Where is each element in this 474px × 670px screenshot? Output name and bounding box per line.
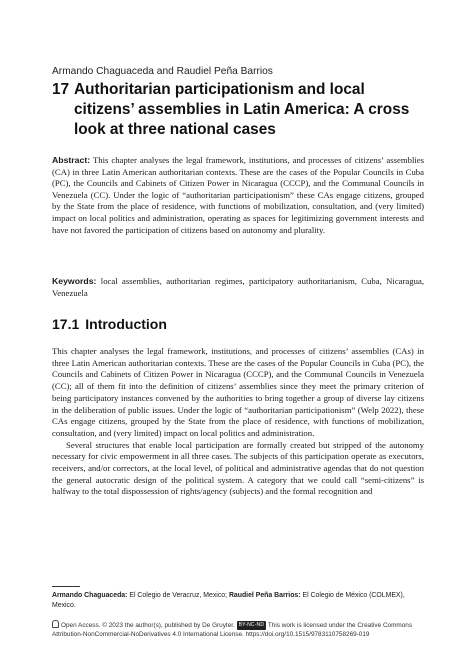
abstract xyxy=(52,155,424,236)
footnote-author1-name: Armando Chaguaceda: xyxy=(52,592,128,599)
paragraph: This chapter analyses the legal framework, institutions, and processes of citizens’ assemblies (CAs) in three Latin American authoritarian contexts. These are the cases of the Popular Councils in Cuba (PC), the Councils and Cabinets of Citizen Power in Nicaragua (CCCP), and the Communal Councils in Venezuela (CC); all of them fit into the definition of citizens’ assemblies since they meet the primary criterion of being participatory instances convened by the authorities to bring together a group of diverse lay citizens in the deliberation of public issues. Under the logic of “authoritarian participationism” (Welp 2022), these CAs engage citizens, grouped by the State from the place of residence, with functions of mobilization, consultation, and (very limited) impact on local politics and administration. xyxy=(52,346,424,438)
abstract-text: This chapter analyses the legal framework, institutions, and processes of citizens’ assemblies (CA) in three Latin American authoritarian contexts. These are the cases of the Popular Councils in Cuba (PC), the Councils and Cabinets of Citizen Power in Nicaragua (CCCP), and the Communal Councils in Venezuela (CC). Under the logic of “authoritarian participationism” these CAs engage citizens, grouped by the State from the place of residence, with functions of mobilization, consultation, and (very limited) impact on local politics and administration, operating as spaces for legitimizing government interests and have not favored the participation of citizens based on autonomy and plurality. xyxy=(52,155,425,235)
chapter-number: 17 xyxy=(52,81,70,98)
chapter-authors: Armando Chaguaceda and Raudiel Peña Barrios xyxy=(52,66,273,77)
keywords-label: Keywords: xyxy=(52,276,97,286)
cc-license-badge-icon[interactable]: BY-NC-ND xyxy=(238,622,265,628)
footnote-divider xyxy=(52,586,80,587)
keywords-text: local assemblies, authoritarian regimes, participatory authoritarianism, Cuba, Nicaragua, Venezuela xyxy=(52,276,424,298)
section-title: Introduction xyxy=(85,316,167,332)
footnote-author1-affil: El Colegio de Veracruz, Mexico; xyxy=(129,592,228,599)
paragraph: Several structures that enable local participation are formally created but stripped of the autonomy necessary for civic empowerment in all three cases. The subjects of this participation operate as executors, receivers, and/or correctors, at the local level, of political and administrative agendas that do not question the general autocratic design of the political system. A category that we could call “semi-citizens” is halfway to the total dispossession of rights/agency (subjects) and the formal recognition and xyxy=(52,439,424,497)
chapter-title xyxy=(52,80,424,140)
keywords xyxy=(52,276,424,299)
license-notice xyxy=(52,620,424,639)
chapter-title-text: Authoritarian participationism and local citizens’ assemblies in Latin America: A cross look at three national cases xyxy=(74,81,410,138)
open-access-lock-icon xyxy=(52,620,59,628)
license-part1: Open Access. © 2023 the author(s), published by De Gruyter. xyxy=(61,622,235,629)
section-number: 17.1 xyxy=(52,316,80,332)
author-footnote xyxy=(52,591,424,610)
footnote-author2-affil: El Colegio de México (COLMEX), Mexico. xyxy=(52,592,405,609)
footnote-author2-name: Raudiel Peña Barrios: xyxy=(228,592,301,599)
body-text xyxy=(52,346,424,498)
section-heading xyxy=(52,316,167,332)
abstract-label: Abstract: xyxy=(52,155,91,165)
license-part2: This work is licensed under the Creative Commons Attribution-NonCommercial-NoDerivatives 4.0 International License. https://doi.org/10.1515/9783110758269-019 xyxy=(52,622,413,638)
